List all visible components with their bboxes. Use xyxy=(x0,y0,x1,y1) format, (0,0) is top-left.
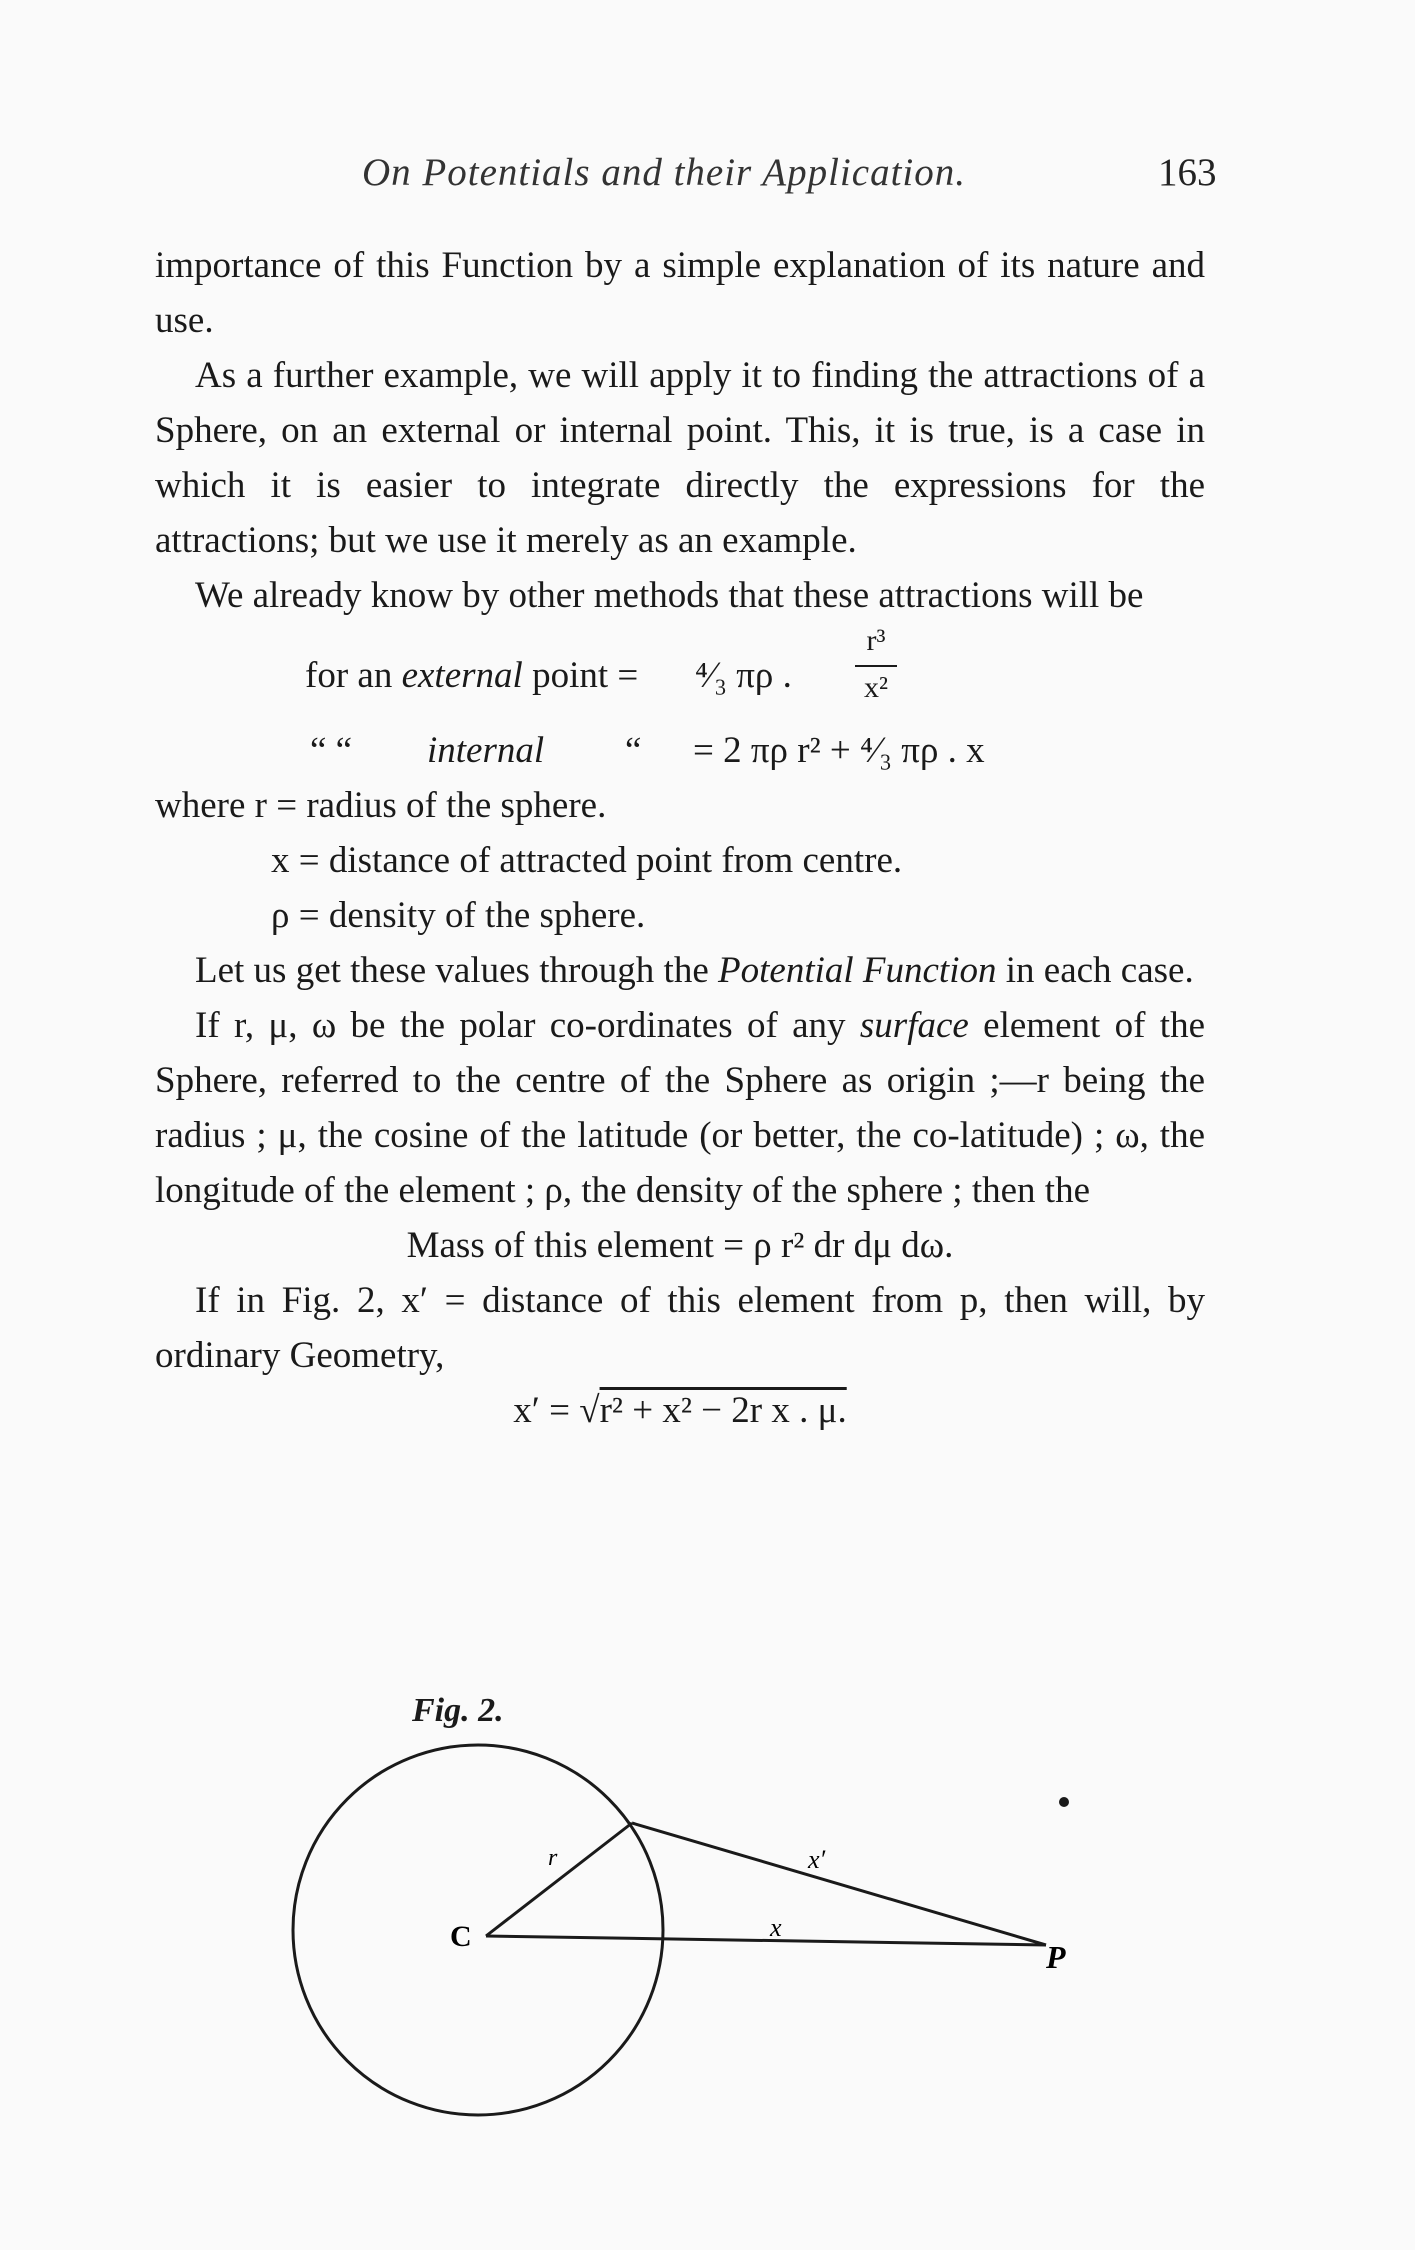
external-equation-rhs: ⁴⁄₃ πρ . xyxy=(695,655,792,696)
radius-line xyxy=(486,1823,632,1936)
figure-caption: Fig. 2. xyxy=(412,1692,504,1729)
paragraph-5: If r, μ, ω be the polar co-ordinates of any surface element of the Sphere, referred to the centre of the Sphere as origin ;—r being the radius ; μ, the cosine of the latitude (or better, the co-latitude) ; ω, the longitude of the element ; ρ, the density of the sphere ; then the xyxy=(155,1005,1205,1211)
fraction-numerator: r³ xyxy=(866,624,886,657)
xprime-equation: x′ = √r² + x² − 2r x . μ. xyxy=(513,1390,847,1431)
ditto-mark: “ xyxy=(625,730,642,771)
label-xprime: x′ xyxy=(808,1845,826,1874)
fraction-denominator: x² xyxy=(864,671,888,704)
page-number: 163 xyxy=(1158,151,1217,194)
definition-r: where r = radius of the sphere. xyxy=(155,785,607,826)
internal-word: internal xyxy=(427,730,545,771)
paragraph-2: As a further example, we will apply it to finding the attractions of a Sphere, on an external or internal point. This, it is true, is a case in which it is easier to integrate directly the expressions for the attractions; but we use it merely as an example. xyxy=(155,355,1205,561)
internal-equation-rhs: = 2 πρ r² + ⁴⁄₃ πρ . x xyxy=(693,730,985,771)
definition-rho: ρ = density of the sphere. xyxy=(271,895,646,936)
x-line xyxy=(486,1936,1046,1945)
paragraph-6: If in Fig. 2, x′ = distance of this element from p, then will, by ordinary Geometry, xyxy=(155,1280,1205,1376)
external-equation-lhs: for an external point = xyxy=(305,655,639,696)
label-c: C xyxy=(450,1920,472,1953)
running-title: On Potentials and their Application. xyxy=(362,151,966,194)
paragraph-3: We already know by other methods that these attractions will be xyxy=(195,575,1144,616)
label-r: r xyxy=(548,1845,558,1871)
mass-equation: Mass of this element = ρ r² dr dμ dω. xyxy=(406,1225,954,1266)
label-x: x xyxy=(770,1913,782,1942)
paragraph-4: Let us get these values through the Potential Function in each case. xyxy=(195,950,1194,991)
sphere-circle xyxy=(293,1745,663,2115)
label-p: P xyxy=(1046,1939,1066,1975)
ink-dot xyxy=(1059,1797,1069,1807)
ditto-marks: “ “ xyxy=(310,730,353,771)
definition-x: x = distance of attracted point from centre. xyxy=(271,840,903,881)
paragraph-1: importance of this Function by a simple explanation of its nature and use. xyxy=(155,245,1205,341)
xprime-line xyxy=(632,1823,1046,1945)
